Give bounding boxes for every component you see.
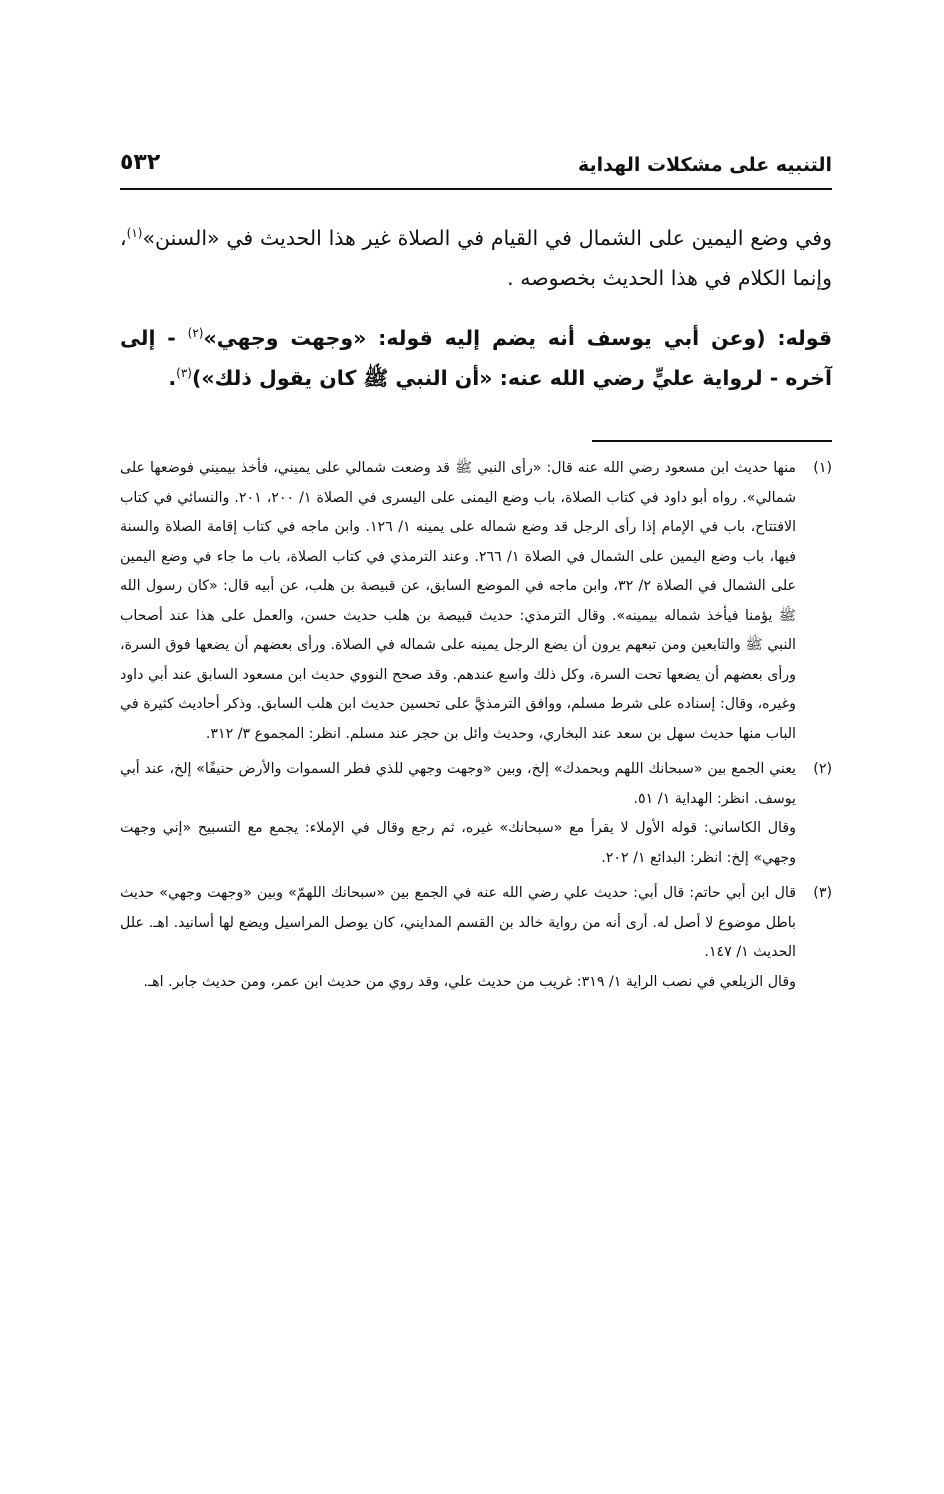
- header-rule: [120, 188, 832, 190]
- header-title: التنبيه على مشكلات الهداية: [578, 154, 832, 176]
- paragraph-2-part1: قوله: (وعن أبي يوسف أنه يضم إليه قوله: «وجهت وجهي»: [203, 326, 832, 350]
- footnote-ref-3[interactable]: (٣): [176, 366, 192, 381]
- footnotes: [120, 454, 832, 1003]
- paragraph-2-end: .: [168, 366, 177, 390]
- footnote-text: قال ابن أبي حاتم: قال أبي: حديث علي رضي الله عنه في الجمع بين «سبحانك اللهمّ» وبين «وجهت وجهي» حديث باطل موضوع لا أصل له. أرى أنه من رواية خالد بن القسم المدايني، كان يوصل المراسيل ويضع لها أسانيد. اهـ. علل الحديث ١/ ١٤٧.: [120, 885, 796, 960]
- page-number: ٥٣٢: [120, 150, 161, 175]
- footnote-number: (١): [813, 460, 832, 476]
- footnote-separator: [592, 440, 832, 442]
- footnote-ref-1[interactable]: (١): [126, 226, 143, 241]
- paragraph-1: [120, 218, 832, 298]
- footnote-text: وقال الكاساني: قوله الأول لا يقرأ مع «سبحانك» غيره، ثم رجع وقال في الإملاء: يجمع مع التسبيح «إني وجهت وجهي» إلخ: انظر: البدائع ١/ ٢٠٢.: [120, 820, 796, 866]
- footnote-text: منها حديث ابن مسعود رضي الله عنه قال: «رأى النبي ﷺ قد وضعت شمالي على يميني، فأخذ بيميني فوضعها على شمالي». رواه أبو داود في كتاب الصلاة، باب وضع اليمنى على اليسرى في الصلاة ١/ ٢٠٠، ٢٠١. والنسائي في كتاب الافتتاح، باب في الإمام إذا رأى الرجل قد وضع شماله على يمينه ١/ ١٢٦. وابن ماجه في كتاب إقامة الصلاة والسنة فيها، باب وضع اليمين على الشمال في الصلاة ١/ ٢٦٦. وعند الترمذي في كتاب الصلاة، باب ما جاء في وضع اليمين على الشمال في الصلاة ٢/ ٣٢، وابن ماجه في الموضع السابق، عن قبيصة بن هلب، عن أبيه قال: «كان رسول الله ﷺ يؤمنا فيأخذ شماله بيمينه». وقال الترمذي: حديث قبيصة بن هلب حديث حسن، والعمل على هذا عند أصحاب النبي ﷺ والتابعين ومن تبعهم يرون أن يضع الرجل يمينه على شماله في الصلاة. ورأى بعضهم أن يضعها فوق السرة، ورأى بعضهم أن يضعها تحت السرة، وكل ذلك واسع عندهم. وقد صحح النووي حديث ابن مسعود السابق عند أبي داود وغيره، وقال: إسناده على شرط مسلم، ووافق الترمذيَّ على تحسين حديث ابن هلب السابق. وذكر أحاديث كثيرة في الباب منها حديث سهل بن سعد عند البخاري، وحديث وائل بن حجر عند مسلم. انظر: المجموع ٣/ ٣١٢.: [120, 460, 797, 742]
- footnote-ref-2[interactable]: (٢): [187, 326, 204, 341]
- footnote-number: (٢): [813, 761, 832, 777]
- paragraph-2: [120, 318, 832, 398]
- footnote-1: [120, 454, 832, 749]
- main-text: [120, 218, 832, 398]
- footnote-3: [120, 879, 832, 997]
- footnote-2: [120, 755, 832, 873]
- paragraph-1-text: وفي وضع اليمين على الشمال في القيام في الصلاة غير هذا الحديث في «السنن»: [142, 226, 832, 250]
- paragraph-1-tail: ، وإنما الكلام في هذا الحديث بخصوصه .: [120, 226, 832, 290]
- footnote-text: يعني الجمع بين «سبحانك اللهم وبحمدك» إلخ، وبين «وجهت وجهي للذي فطر السموات والأرض حنيفًا» إلخ، عند أبي يوسف. انظر: الهداية ١/ ٥١.: [120, 761, 796, 807]
- footnote-number: (٣): [813, 885, 832, 901]
- footnote-text: وقال الزيلعي في نصب الراية ١/ ٣١٩: غريب من حديث علي، وقد روي من حديث ابن عمر، ومن حديث جابر. اهـ.: [143, 973, 796, 990]
- paragraph-2-part2: - إلى آخره - لرواية عليٍّ رضي الله عنه: «أن النبي ﷺ كان يقول ذلك»): [120, 326, 832, 390]
- running-header: [120, 148, 832, 188]
